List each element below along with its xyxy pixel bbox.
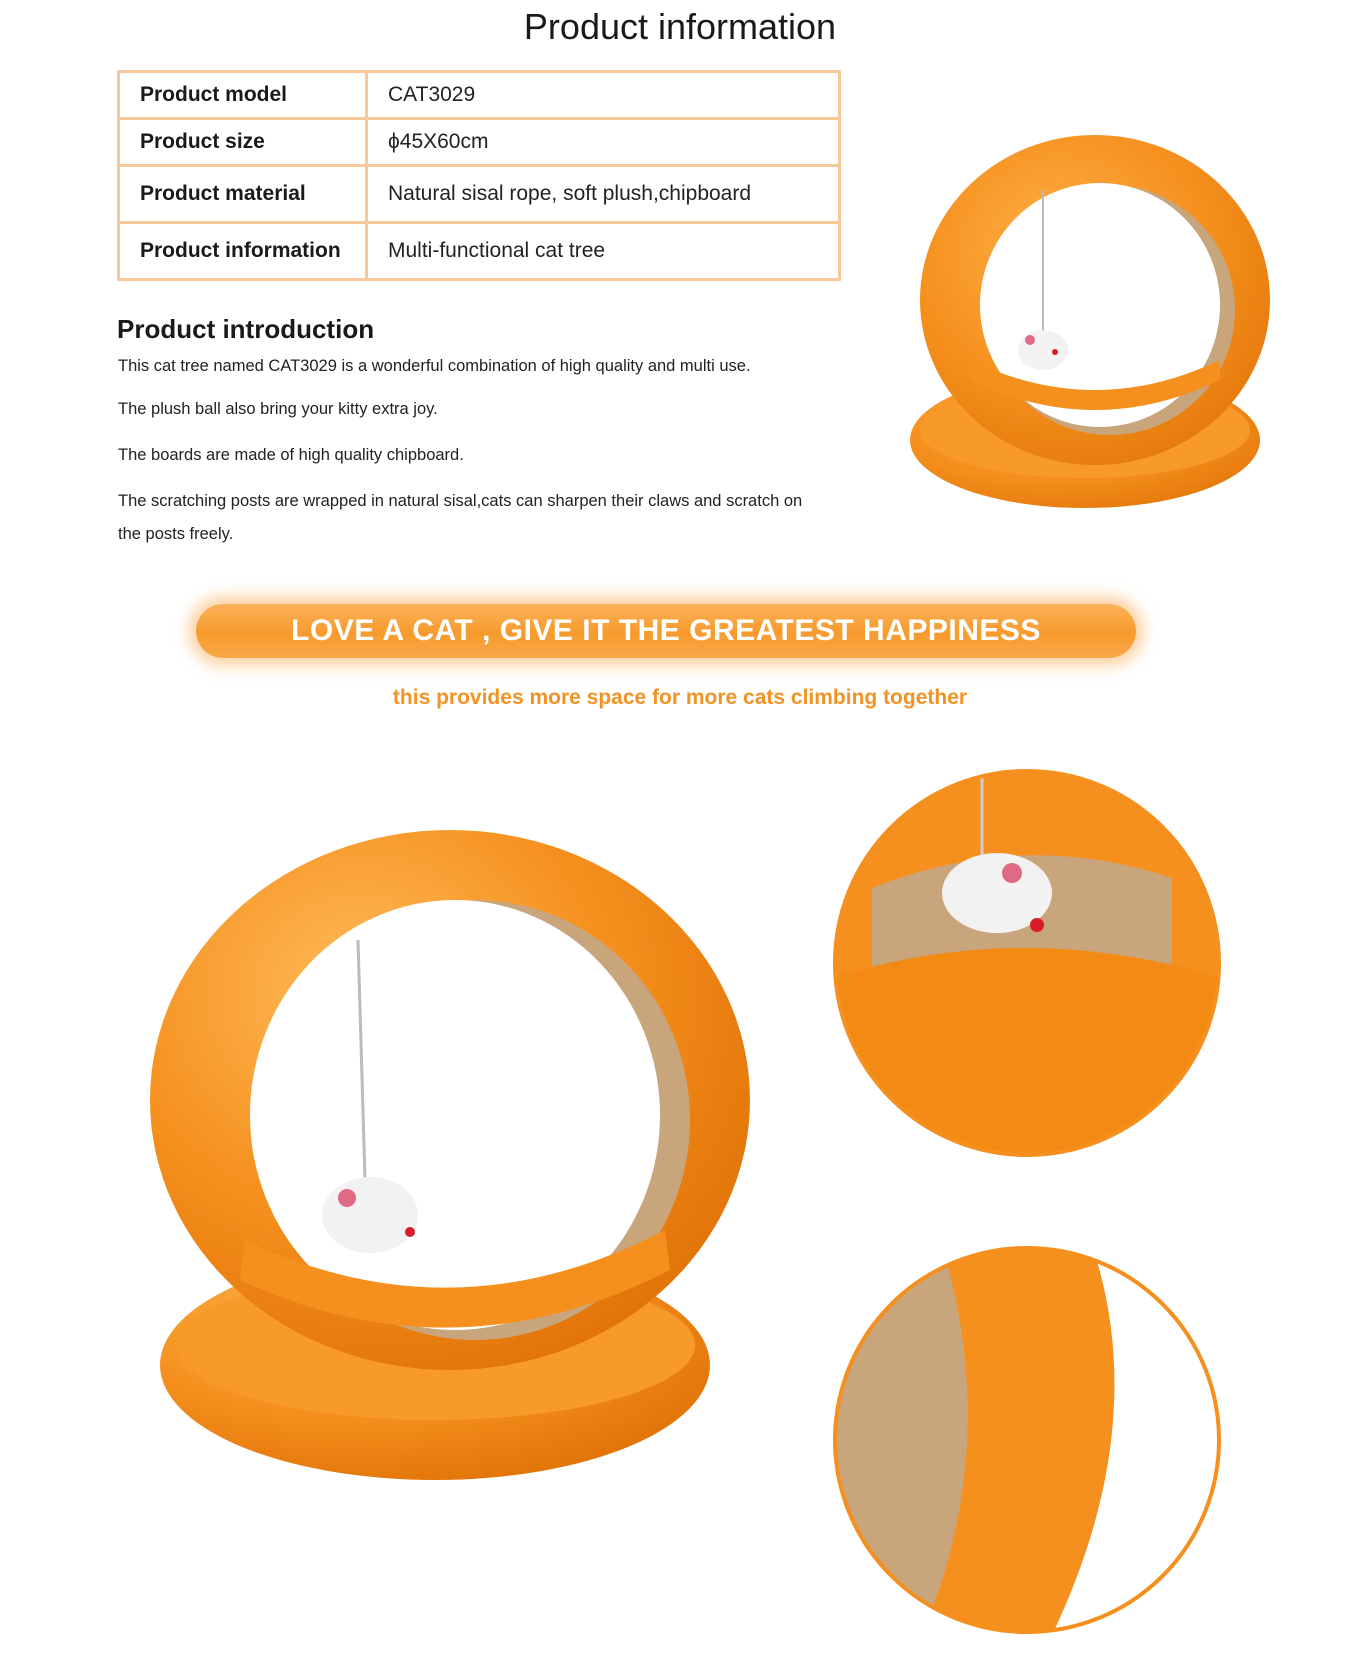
mouse-toy-icon <box>1018 330 1068 370</box>
introduction-line: The scratching posts are wrapped in natural sisal,cats can sharpen their claws and scratch on <box>118 492 803 510</box>
table-row <box>119 119 840 166</box>
spec-key: Product material <box>119 166 367 223</box>
spec-value: Multi-functional cat tree <box>367 223 840 280</box>
detail-image-bottom <box>832 1245 1222 1635</box>
table-row <box>119 72 840 119</box>
spec-key: Product information <box>119 223 367 280</box>
banner-subtitle: this provides more space for more cats climbing together <box>392 686 968 709</box>
product-image-large <box>125 820 775 1500</box>
page-title: Product information <box>523 6 837 47</box>
banner-text: LOVE A CAT , GIVE IT THE GREATEST HAPPINESS <box>291 614 1041 647</box>
table-row <box>119 166 840 223</box>
spec-key: Product model <box>119 72 367 119</box>
product-image-small <box>895 130 1275 530</box>
mouse-toy-icon <box>322 1177 418 1253</box>
table-row <box>119 223 840 280</box>
spec-table <box>117 70 841 281</box>
introduction-line: This cat tree named CAT3029 is a wonderful combination of high quality and multi use. <box>118 357 751 375</box>
mouse-nose-icon <box>405 1227 415 1237</box>
mouse-nose-icon <box>1030 918 1044 932</box>
mouse-nose-icon <box>1052 349 1058 355</box>
introduction-heading: Product introduction <box>117 314 375 344</box>
introduction-line: The boards are made of high quality chipboard. <box>118 446 464 464</box>
introduction-line: The plush ball also bring your kitty extra joy. <box>118 400 438 418</box>
plush-foreground <box>832 948 1222 1158</box>
spec-value: Natural sisal rope, soft plush,chipboard <box>367 166 840 223</box>
introduction-line: the posts freely. <box>118 525 234 543</box>
detail-image-top <box>832 768 1222 1158</box>
mouse-ear-icon <box>1025 335 1035 345</box>
spec-value: CAT3029 <box>367 72 840 119</box>
spec-key: Product size <box>119 119 367 166</box>
mouse-ear-icon <box>338 1189 356 1207</box>
spec-value: ϕ45X60cm <box>367 119 840 166</box>
mouse-ear-icon <box>1002 863 1022 883</box>
